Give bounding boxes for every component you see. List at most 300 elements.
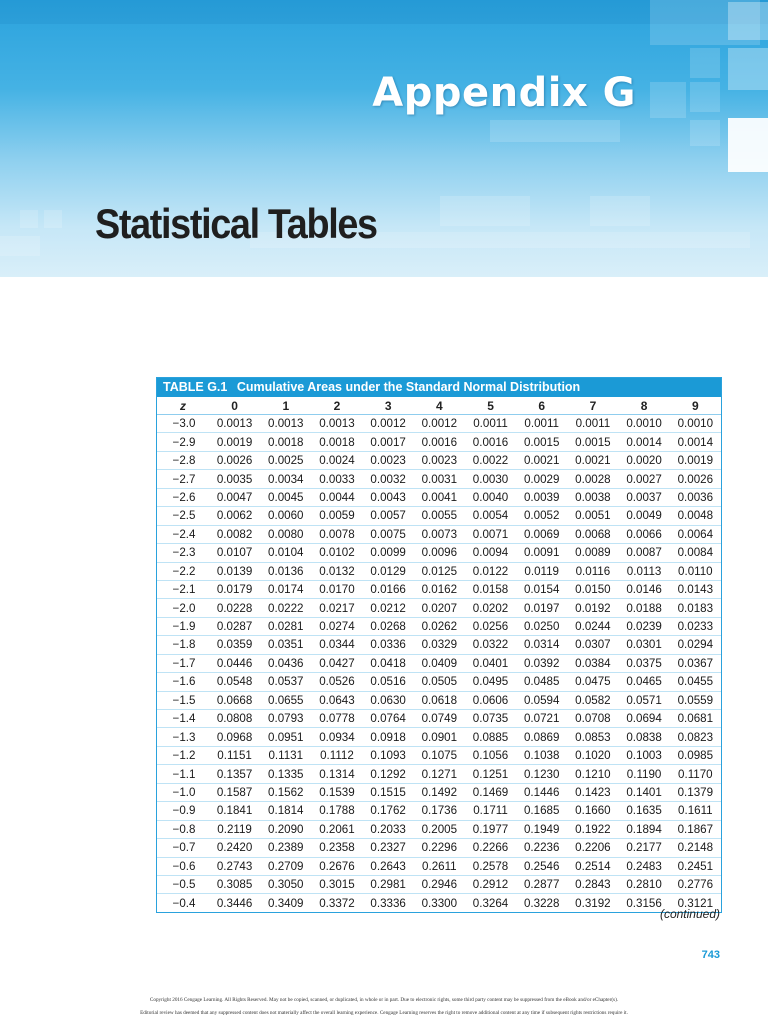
z-value-cell: −2.8 [157,451,209,469]
area-value-cell: 0.0901 [414,728,465,746]
area-value-cell: 0.0384 [567,654,618,672]
area-value-cell: 0.0808 [209,710,260,728]
area-value-cell: 0.2005 [414,820,465,838]
area-value-cell: 0.1230 [516,765,567,783]
area-value-cell: 0.0024 [311,451,362,469]
area-value-cell: 0.2776 [670,875,721,893]
table-caption-label: TABLE G.1 [163,380,228,394]
table-row [157,470,721,488]
area-value-cell: 0.2033 [363,820,414,838]
area-value-cell: 0.0359 [209,636,260,654]
table-row [157,691,721,709]
area-value-cell: 0.0032 [363,470,414,488]
z-value-cell: −2.0 [157,599,209,617]
area-value-cell: 0.0094 [465,544,516,562]
area-value-cell: 0.0139 [209,562,260,580]
area-value-cell: 0.3372 [319,896,355,910]
banner-decoration [490,120,620,142]
area-value-cell: 0.0183 [670,599,721,617]
area-value-cell: 0.0262 [414,617,465,635]
table-row [157,580,721,598]
area-value-cell: 0.0392 [516,654,567,672]
banner-decoration [440,196,530,226]
appendix-title: Appendix G [372,70,636,116]
area-value-cell: 0.0068 [567,525,618,543]
area-value-cell: 0.0087 [619,544,670,562]
area-value-cell: 0.0037 [619,488,670,506]
area-value-cell: 0.1949 [516,820,567,838]
area-value-cell: 0.2643 [363,857,414,875]
z-value-cell: −1.2 [157,746,209,764]
column-header: 0 [209,397,260,415]
area-value-cell: 0.0066 [619,525,670,543]
area-value-cell: 0.1292 [363,765,414,783]
column-header: 3 [363,397,414,415]
area-value-cell: 0.1190 [619,765,670,783]
area-value-cell: 0.1515 [363,783,414,801]
area-value-cell: 0.0375 [619,654,670,672]
table-row [157,839,721,857]
area-value-cell: 0.0571 [619,691,670,709]
area-value-cell: 0.2611 [414,857,465,875]
table-row [157,875,721,893]
area-value-cell: 0.0033 [311,470,362,488]
area-value-cell: 0.0028 [567,470,618,488]
area-value-cell: 0.1251 [465,765,516,783]
area-value-cell: 0.2981 [363,875,414,893]
area-value-cell: 0.0409 [414,654,465,672]
area-value-cell: 0.0274 [311,617,362,635]
area-value-cell: 0.2709 [260,857,311,875]
area-value-cell: 0.0080 [260,525,311,543]
table-row [157,507,721,525]
area-value-cell: 0.1379 [670,783,721,801]
area-value-cell: 0.0721 [516,710,567,728]
area-value-cell: 0.1788 [311,802,362,820]
area-value-cell: 0.1020 [567,746,618,764]
area-value-cell: 0.0495 [465,673,516,691]
area-value-cell: 0.0047 [209,488,260,506]
area-value-cell: 0.0019 [209,433,260,451]
z-value-cell: −2.3 [157,544,209,562]
column-header: 9 [670,397,721,415]
banner-decoration [44,210,62,228]
area-value-cell: 0.0013 [209,415,260,433]
area-value-cell: 0.0043 [363,488,414,506]
z-value-cell: −1.8 [157,636,209,654]
area-value-cell: 0.0418 [363,654,414,672]
area-value-cell: 0.0143 [670,580,721,598]
z-value-cell: −1.9 [157,617,209,635]
area-value-cell: 0.0643 [311,691,362,709]
area-value-cell: 0.2177 [619,839,670,857]
area-value-cell: 0.0694 [619,710,670,728]
area-value-cell: 0.1038 [516,746,567,764]
table-row [157,783,721,801]
z-value-cell: −2.9 [157,433,209,451]
area-value-cell: 0.0113 [619,562,670,580]
z-value-cell: −1.6 [157,673,209,691]
area-value-cell: 0.0020 [619,451,670,469]
area-value-cell: 0.1922 [567,820,618,838]
area-value-cell: 0.1075 [414,746,465,764]
area-value-cell: 0.0040 [465,488,516,506]
table-row [157,894,721,912]
area-value-cell: 0.3015 [311,875,362,893]
chapter-title: Statistical Tables [95,200,377,247]
area-value-cell: 0.0060 [260,507,311,525]
banner-decoration [20,210,38,228]
area-value-cell: 0.0012 [363,415,414,433]
area-value-cell: 0.2296 [414,839,465,857]
area-value-cell: 0.0030 [465,470,516,488]
area-value-cell: 0.3446 [216,896,253,910]
area-value-cell: 0.0367 [670,654,721,672]
area-value-cell: 0.1401 [619,783,670,801]
z-value-cell: −2.7 [157,470,209,488]
area-value-cell: 0.0089 [567,544,618,562]
area-value-cell: 0.0174 [260,580,311,598]
area-value-cell: 0.0129 [363,562,414,580]
area-value-cell: 0.2266 [465,839,516,857]
area-value-cell: 0.1711 [465,802,516,820]
z-value-cell: −1.3 [157,728,209,746]
area-value-cell: 0.0010 [619,415,670,433]
table-row [157,673,721,691]
area-value-cell: 0.0179 [209,580,260,598]
area-value-cell: 0.0035 [209,470,260,488]
z-value-cell: −3.0 [157,415,209,433]
area-value-cell: 0.0708 [567,710,618,728]
area-value-cell: 0.0021 [567,451,618,469]
area-value-cell: 0.1587 [209,783,260,801]
table-row [157,746,721,764]
banner-decoration [0,236,40,256]
z-value-cell: −0.7 [157,839,209,857]
area-value-cell: 0.0329 [414,636,465,654]
area-value-cell: 0.0154 [516,580,567,598]
table-row [157,710,721,728]
area-value-cell: 0.0045 [260,488,311,506]
z-value-cell: −2.4 [157,525,209,543]
area-value-cell: 0.3409 [268,896,304,910]
area-value-cell: 0.0485 [516,673,567,691]
area-value-cell: 0.0039 [516,488,567,506]
area-value-cell: 0.0023 [414,451,465,469]
banner-decoration [650,82,686,118]
area-value-cell: 0.1867 [670,820,721,838]
area-value-cell: 0.0244 [567,617,618,635]
z-value-cell: −2.5 [157,507,209,525]
area-value-cell: 0.0010 [670,415,721,433]
area-value-cell: 0.0027 [619,470,670,488]
area-value-cell: 0.0537 [260,673,311,691]
area-value-cell: 0.0228 [209,599,260,617]
area-value-cell: 0.2946 [414,875,465,893]
area-value-cell: 0.0793 [260,710,311,728]
area-value-cell: 0.0016 [414,433,465,451]
area-value-cell: 0.0041 [414,488,465,506]
area-value-cell: 0.0014 [670,433,721,451]
banner-decoration [728,2,768,40]
area-value-cell: 0.1271 [414,765,465,783]
area-value-cell: 0.0594 [516,691,567,709]
area-value-cell: 0.0606 [465,691,516,709]
area-value-cell: 0.2148 [670,839,721,857]
column-header: 8 [619,397,670,415]
page-number: 743 [701,949,720,961]
table-caption-title: Cumulative Areas under the Standard Normal Distribution [236,380,581,394]
area-value-cell: 0.0073 [414,525,465,543]
z-value-cell: −0.6 [157,857,209,875]
table-row [157,599,721,617]
z-value-cell: −1.0 [157,783,209,801]
area-value-cell: 0.0401 [465,654,516,672]
area-value-cell: 0.0013 [260,415,311,433]
area-value-cell: 0.2327 [363,839,414,857]
table-row [157,433,721,451]
column-header: 2 [311,397,362,415]
area-value-cell: 0.0256 [465,617,516,635]
table-row [157,617,721,635]
area-value-cell: 0.0314 [516,636,567,654]
area-value-cell: 0.0294 [670,636,721,654]
area-value-cell: 0.1841 [209,802,260,820]
area-value-cell: 0.0322 [465,636,516,654]
area-value-cell: 0.0934 [311,728,362,746]
area-value-cell: 0.0110 [670,562,721,580]
area-value-cell: 0.0505 [414,673,465,691]
area-value-cell: 0.2358 [311,839,362,857]
area-value-cell: 0.2451 [670,857,721,875]
area-value-cell: 0.2743 [209,857,260,875]
area-value-cell: 0.0202 [465,599,516,617]
area-value-cell: 0.0136 [260,562,311,580]
area-value-cell: 0.0281 [260,617,311,635]
z-value-cell: −1.5 [157,691,209,709]
area-value-cell: 0.2546 [516,857,567,875]
area-value-cell: 0.3192 [575,896,611,910]
area-value-cell: 0.2206 [567,839,618,857]
area-value-cell: 0.1093 [363,746,414,764]
area-value-cell: 0.2843 [567,875,618,893]
area-value-cell: 0.0559 [670,691,721,709]
area-value-cell: 0.3050 [260,875,311,893]
area-value-cell: 0.0212 [363,599,414,617]
area-value-cell: 0.0618 [414,691,465,709]
area-value-cell: 0.0025 [260,451,311,469]
area-value-cell: 0.0051 [567,507,618,525]
area-value-cell: 0.1635 [619,802,670,820]
z-value-cell: −0.5 [157,875,209,893]
area-value-cell: 0.0054 [465,507,516,525]
z-value-cell: −2.6 [157,488,209,506]
area-value-cell: 0.0102 [311,544,362,562]
area-value-cell: 0.0918 [363,728,414,746]
z-value-cell: −2.1 [157,580,209,598]
area-value-cell: 0.2578 [465,857,516,875]
area-value-cell: 0.0038 [567,488,618,506]
column-header: 4 [414,397,465,415]
area-value-cell: 0.0170 [311,580,362,598]
area-value-cell: 0.3228 [523,896,560,910]
area-value-cell: 0.0034 [260,470,311,488]
z-value-cell: −0.9 [157,802,209,820]
area-value-cell: 0.1003 [619,746,670,764]
area-value-cell: 0.1446 [516,783,567,801]
area-value-cell: 0.0526 [311,673,362,691]
table-row [157,488,721,506]
area-value-cell: 0.1660 [567,802,618,820]
table-row [157,857,721,875]
area-value-cell: 0.0015 [516,433,567,451]
area-value-cell: 0.0301 [619,636,670,654]
area-value-cell: 0.0021 [516,451,567,469]
area-value-cell: 0.3264 [472,896,509,910]
area-value-cell: 0.0853 [567,728,618,746]
area-value-cell: 0.2420 [209,839,260,857]
area-value-cell: 0.0026 [209,451,260,469]
z-table [157,397,721,912]
area-value-cell: 0.0823 [670,728,721,746]
area-value-cell: 0.0055 [414,507,465,525]
area-value-cell: 0.0885 [465,728,516,746]
table-row [157,451,721,469]
area-value-cell: 0.0031 [414,470,465,488]
area-value-cell: 0.0166 [363,580,414,598]
z-value-cell: −2.2 [157,562,209,580]
area-value-cell: 0.0062 [209,507,260,525]
area-value-cell: 0.0107 [209,544,260,562]
area-value-cell: 0.0013 [311,415,362,433]
area-value-cell: 0.0217 [311,599,362,617]
area-value-cell: 0.3336 [370,896,406,910]
z-value-cell: −0.8 [157,820,209,838]
table-row [157,562,721,580]
table-row [157,820,721,838]
table-row [157,525,721,543]
area-value-cell: 0.1056 [465,746,516,764]
area-value-cell: 0.0192 [567,599,618,617]
area-value-cell: 0.0146 [619,580,670,598]
area-value-cell: 0.0019 [670,451,721,469]
area-value-cell: 0.0735 [465,710,516,728]
copyright-line-1: Copyright 2016 Cengage Learning. All Rights Reserved. May not be copied, scanned, or duplicated, in whole or in part. Due to electronic rights, some third party content may be suppressed from the eBook and/or eChapter(s). [149,997,619,1003]
area-value-cell: 0.0207 [414,599,465,617]
area-value-cell: 0.0011 [516,415,567,433]
table-header-row [157,397,721,415]
banner-decoration [728,118,768,172]
area-value-cell: 0.3085 [209,875,260,893]
area-value-cell: 0.0036 [670,488,721,506]
banner-decoration [690,120,720,146]
area-value-cell: 0.0968 [209,728,260,746]
area-value-cell: 0.2676 [311,857,362,875]
area-value-cell: 0.0052 [516,507,567,525]
banner-decoration [590,196,650,226]
area-value-cell: 0.0082 [209,525,260,543]
table-caption [157,378,721,397]
area-value-cell: 0.2810 [619,875,670,893]
area-value-cell: 0.0029 [516,470,567,488]
table-row [157,544,721,562]
area-value-cell: 0.0119 [516,562,567,580]
area-value-cell: 0.3121 [677,896,714,910]
area-value-cell: 0.0516 [363,673,414,691]
area-value-cell: 0.1685 [516,802,567,820]
area-value-cell: 0.0104 [260,544,311,562]
area-value-cell: 0.0427 [311,654,362,672]
area-value-cell: 0.2877 [516,875,567,893]
column-header: 7 [567,397,618,415]
area-value-cell: 0.2236 [516,839,567,857]
area-value-cell: 0.0287 [209,617,260,635]
area-value-cell: 0.0465 [619,673,670,691]
area-value-cell: 0.0125 [414,562,465,580]
area-value-cell: 0.0951 [260,728,311,746]
area-value-cell: 0.1112 [311,746,362,764]
area-value-cell: 0.1469 [465,783,516,801]
area-value-cell: 0.0749 [414,710,465,728]
area-value-cell: 0.0011 [567,415,618,433]
area-value-cell: 0.2483 [619,857,670,875]
area-value-cell: 0.0099 [363,544,414,562]
area-value-cell: 0.2912 [465,875,516,893]
z-value-cell: −1.7 [157,654,209,672]
area-value-cell: 0.0222 [260,599,311,617]
table-row [157,654,721,672]
area-value-cell: 0.0064 [670,525,721,543]
normal-distribution-table [156,377,722,913]
column-header: 1 [260,397,311,415]
area-value-cell: 0.0307 [567,636,618,654]
copyright-line-2: Editorial review has deemed that any suppressed content does not materially affect the overall learning experience. Cengage Learning reserves the right to remove additional content at any time if subsequent rights restrictions require it. [140,1010,628,1016]
area-value-cell: 0.1562 [260,783,311,801]
area-value-cell: 0.0011 [465,415,516,433]
area-value-cell: 0.0091 [516,544,567,562]
z-value-cell: −1.1 [157,765,209,783]
area-value-cell: 0.0044 [311,488,362,506]
area-value-cell: 0.1335 [260,765,311,783]
area-value-cell: 0.0188 [619,599,670,617]
column-header: 6 [516,397,567,415]
area-value-cell: 0.1814 [260,802,311,820]
area-value-cell: 0.0059 [311,507,362,525]
banner-decoration [728,48,768,90]
area-value-cell: 0.0084 [670,544,721,562]
area-value-cell: 0.3300 [421,896,458,910]
area-value-cell: 0.0250 [516,617,567,635]
area-value-cell: 0.0582 [567,691,618,709]
area-value-cell: 0.0071 [465,525,516,543]
area-value-cell: 0.0049 [619,507,670,525]
area-value-cell: 0.0197 [516,599,567,617]
area-value-cell: 0.0869 [516,728,567,746]
area-value-cell: 0.2119 [209,820,260,838]
area-value-cell: 0.0668 [209,691,260,709]
area-value-cell: 0.2061 [311,820,362,838]
area-value-cell: 0.0336 [363,636,414,654]
z-value-cell: −0.4 [172,896,196,910]
area-value-cell: 0.0764 [363,710,414,728]
area-value-cell: 0.1210 [567,765,618,783]
area-value-cell: 0.1151 [209,746,260,764]
area-value-cell: 0.0014 [619,433,670,451]
area-value-cell: 0.0016 [465,433,516,451]
area-value-cell: 0.0268 [363,617,414,635]
area-value-cell: 0.0022 [465,451,516,469]
area-value-cell: 0.0985 [670,746,721,764]
